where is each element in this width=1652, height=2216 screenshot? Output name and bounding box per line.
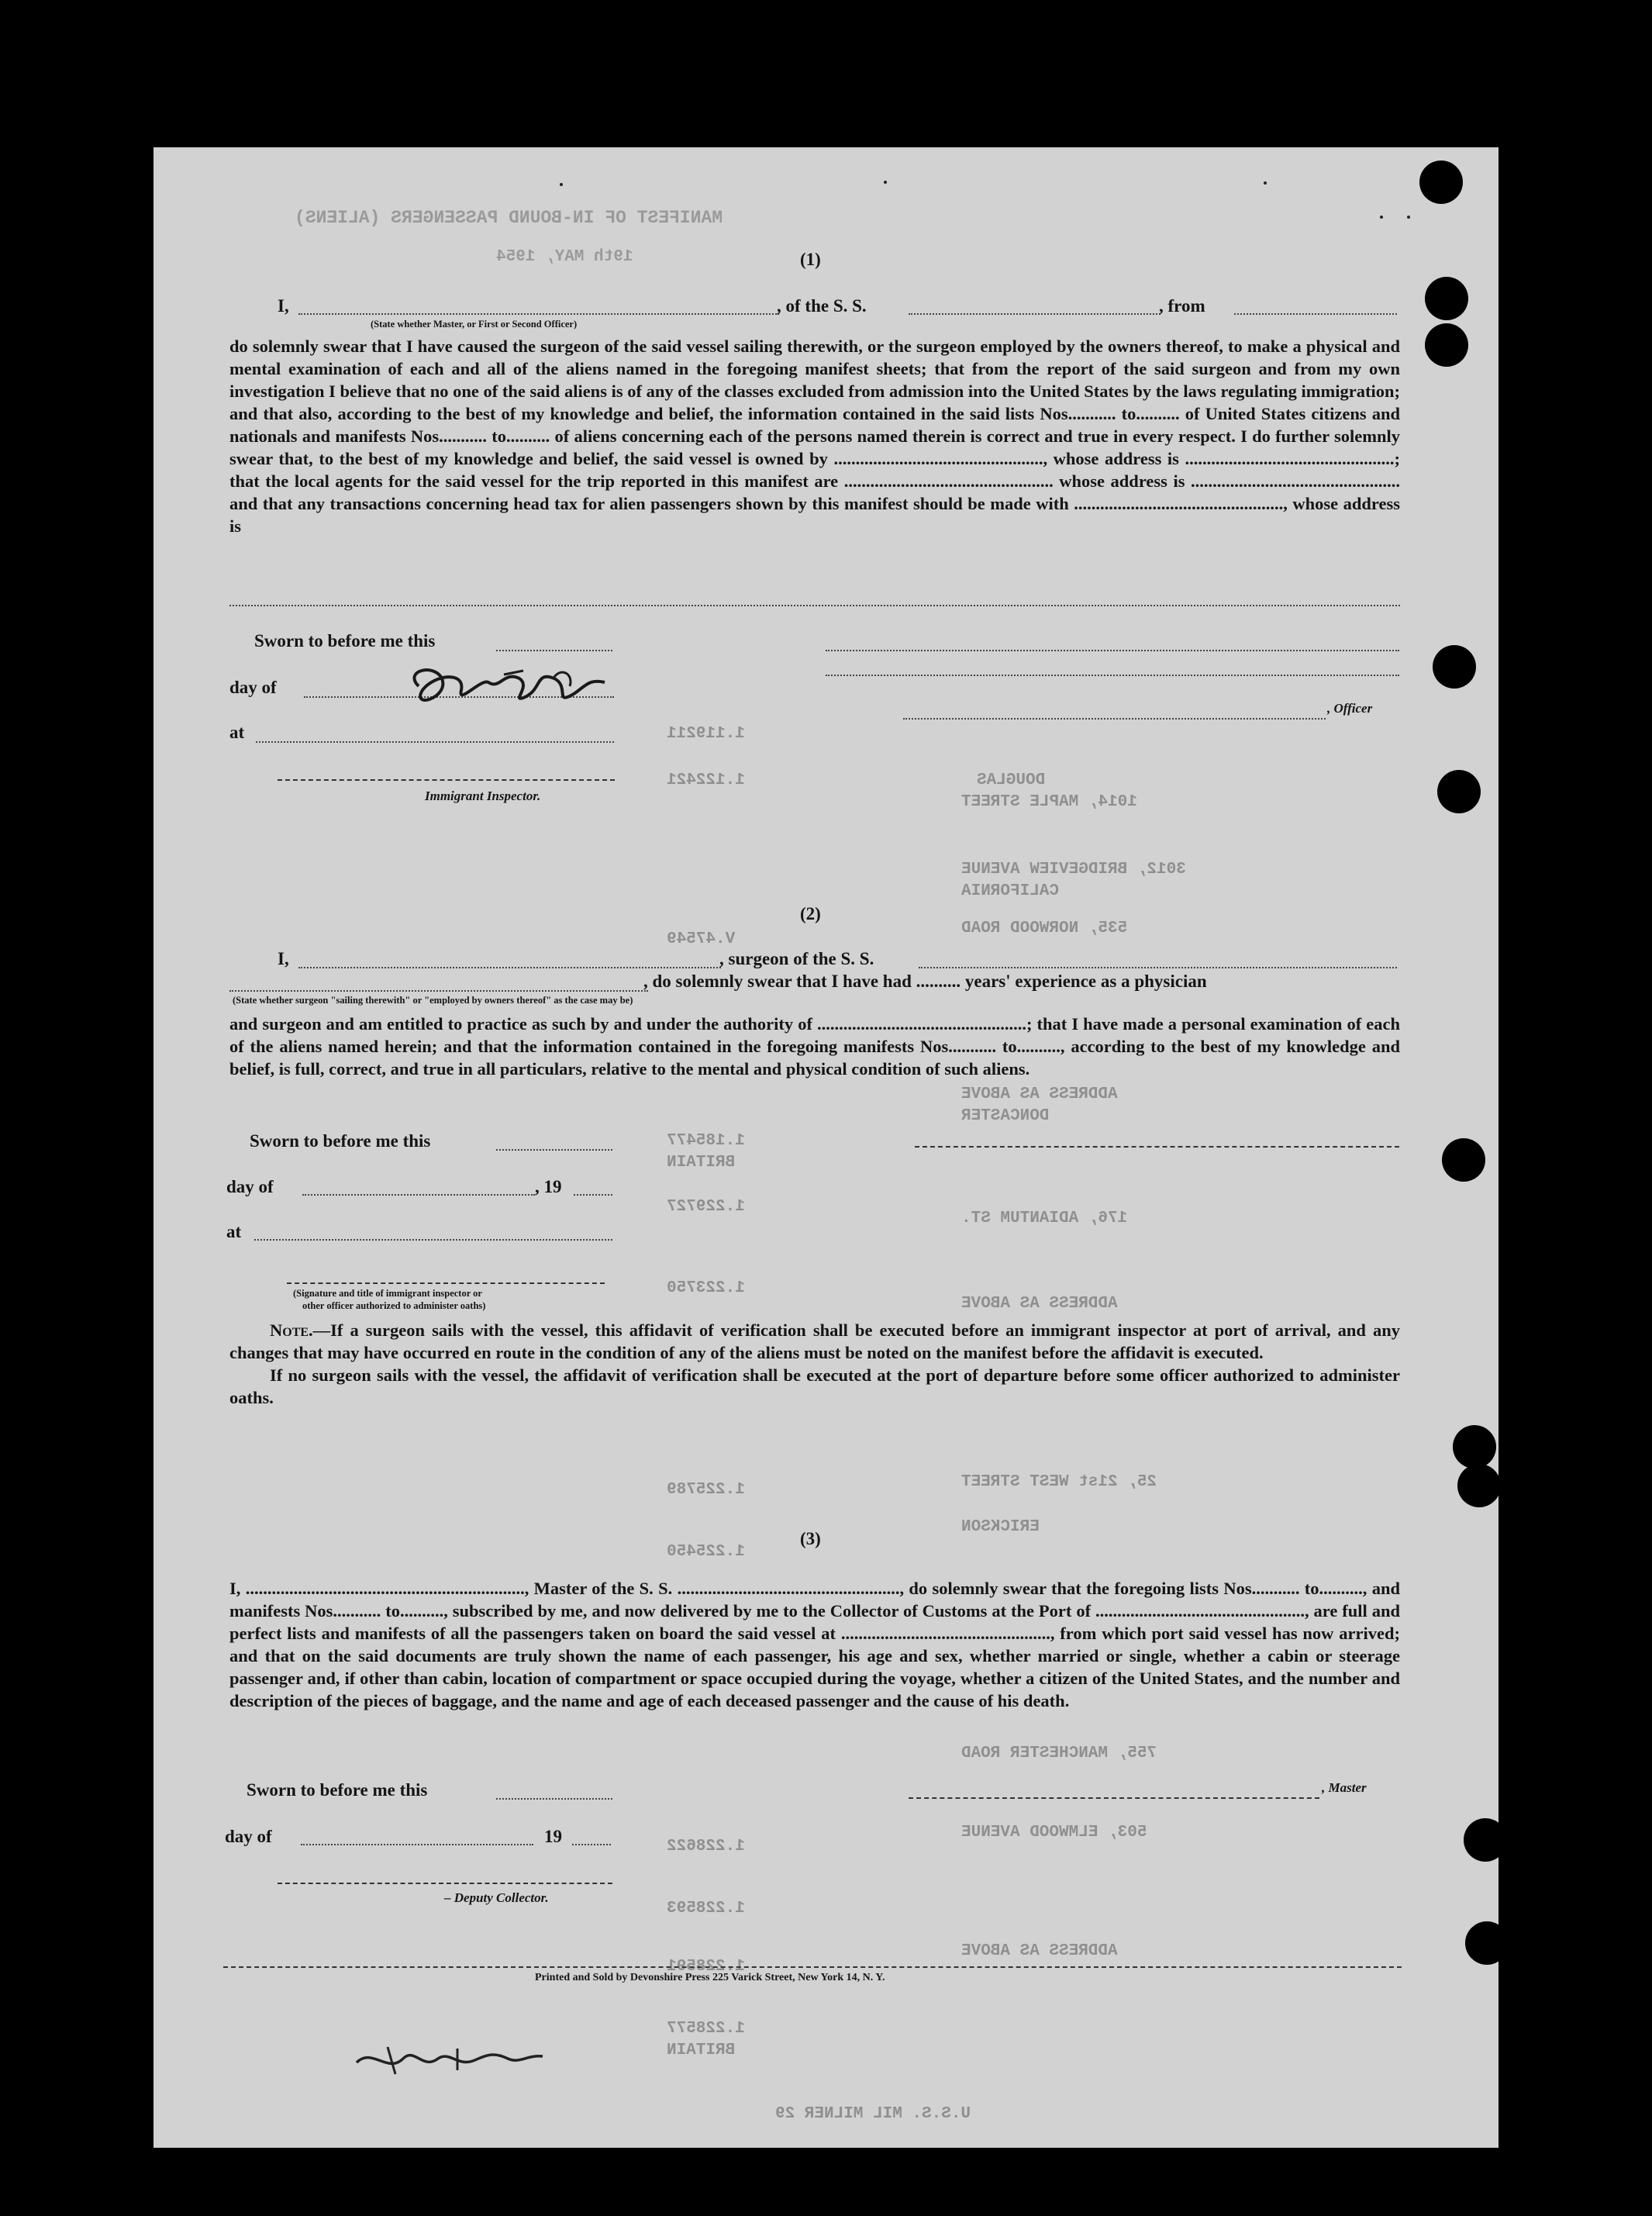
note-paragraph-2: If no surgeon sails with the vessel, the affidavit of verification shall be executed at the port of departure before some officer authorized to administer oaths. xyxy=(229,1365,1400,1407)
master-signature-line xyxy=(909,1797,1319,1799)
day-of-line-3 xyxy=(301,1844,533,1845)
section-2-body: and surgeon and am entitled to practice as such by and under the authority of ................................................; that I have made a personal examination of each of the aliens named herein; and that the information contained in the foregoing manifests Nos........... to.........., according to the best of my knowledge and belief, is full, correct, and true in all particulars, relative to the mental and physical condition of such aliens. xyxy=(229,1014,1400,1079)
section-3-day-of: day of xyxy=(225,1827,272,1846)
section-1-from: , from xyxy=(1159,296,1205,316)
bleed-through-text: BRITAIN xyxy=(667,1154,736,1172)
section-3-year: 19 xyxy=(544,1827,562,1846)
section-1-day-of: day of xyxy=(229,678,277,697)
bleed-through-text: 25, 21st WEST STREET xyxy=(961,1473,1157,1491)
sworn-date-line-2 xyxy=(496,1149,612,1151)
signature-caption-2: other officer authorized to administer oaths) xyxy=(302,1300,486,1311)
section-2-number: (2) xyxy=(800,904,821,923)
bleed-through-text: DONCASTER xyxy=(961,1107,1050,1125)
section-3-oath xyxy=(229,1577,1400,1712)
note-paragraph-1 xyxy=(229,1319,1400,1364)
section-2-at: at xyxy=(226,1222,242,1241)
year-line-3 xyxy=(572,1844,611,1845)
punch-hole xyxy=(1425,323,1468,367)
note-text-1: —If a surgeon sails with the vessel, this affidavit of verification shall be executed before an immigrant inspector at port of arrival, and any changes that may have occurred en route in the condition of any of the aliens must be noted on the manifest before the affidavit is executed. xyxy=(229,1320,1400,1362)
at-line xyxy=(256,741,614,743)
punch-hole xyxy=(1457,1464,1501,1507)
surgeon-status-line xyxy=(229,990,648,992)
bleed-through-text: 1.228577 xyxy=(667,2020,745,2038)
bleed-through-text: ERICKSON xyxy=(961,1518,1040,1536)
bleed-through-text: 535, NORWOOD ROAD xyxy=(961,920,1128,937)
from-port-line xyxy=(1234,313,1397,315)
officer-line-section-2 xyxy=(915,1146,1399,1148)
section-2-surgeon-of-ss: , surgeon of the S. S. xyxy=(719,949,874,968)
signature-line-2 xyxy=(287,1282,605,1284)
bleed-through-text: U.S.S. MIL MILNER 29 xyxy=(775,2105,971,2123)
bleed-through-text: 1.185477 xyxy=(667,1132,745,1150)
section-2-sworn: Sworn to before me this xyxy=(250,1131,431,1151)
rank-caption: (State whether Master, or First or Second Officer) xyxy=(371,319,578,330)
deputy-collector-label: – Deputy Collector. xyxy=(444,1890,549,1905)
signature-caption-1: (Signature and title of immigrant inspector or xyxy=(293,1288,482,1299)
officer-line-2 xyxy=(826,675,1399,676)
punch-hole xyxy=(1419,161,1463,204)
bleed-through-text: 1.229727 xyxy=(667,1198,745,1216)
bleed-through-text: V.47549 xyxy=(667,930,736,948)
punch-hole xyxy=(1464,1818,1507,1862)
section-1-sworn: Sworn to before me this xyxy=(254,631,436,651)
sworn-date-line xyxy=(496,650,612,651)
bleed-through-text: CALIFORNIA xyxy=(961,882,1060,900)
bleed-through-text: DOUGLAS xyxy=(977,771,1046,789)
handwritten-signature xyxy=(388,655,636,717)
bleed-through-text: 1.228591 xyxy=(667,1958,745,1976)
bleed-through-text: 1.225789 xyxy=(667,1481,745,1499)
officer-line-1 xyxy=(826,650,1399,651)
footer-rule xyxy=(223,1966,1402,1968)
bleed-through-text: ADDRESS AS ABOVE xyxy=(961,1942,1118,1960)
surgeon-status-caption: (State whether surgeon "sailing therewith" or "employed by owners thereof" as the case may be) xyxy=(233,995,633,1006)
bleed-through-text: 1.119211 xyxy=(667,725,745,743)
master-label: , Master xyxy=(1322,1780,1367,1795)
section-3-sworn: Sworn to before me this xyxy=(247,1780,428,1800)
officer-line-3 xyxy=(903,718,1326,720)
bleed-through-date: 19th MAY, 1954 xyxy=(496,248,633,266)
separator-line xyxy=(229,605,1400,606)
section-2-i: I, xyxy=(278,949,289,968)
section-2-oath xyxy=(229,1013,1400,1080)
note-label: Note. xyxy=(270,1320,313,1340)
bleed-through-text: BRITAIN xyxy=(667,2042,736,2059)
speck xyxy=(1380,216,1383,219)
punch-hole xyxy=(1437,770,1481,813)
bleed-through-text: 503, ELMWOOD AVENUE xyxy=(961,1824,1147,1841)
vessel-name-line xyxy=(909,313,1161,315)
sworn-date-line-3 xyxy=(496,1798,612,1800)
bleed-through-text: 1.228593 xyxy=(667,1900,745,1917)
bleed-through-header: MANIFEST OF IN-BOUND PASSENGERS (ALIENS) xyxy=(295,208,723,228)
punch-hole xyxy=(1442,1138,1485,1182)
section-2-year: , 19 xyxy=(535,1177,562,1196)
speck xyxy=(884,181,887,184)
day-of-line-2 xyxy=(302,1194,535,1196)
bleed-through-text: 1.228622 xyxy=(667,1838,745,1855)
bleed-through-text: 1.223750 xyxy=(667,1279,745,1297)
punch-hole xyxy=(1425,277,1468,320)
bleed-through-text: 176, ADIANTUM ST. xyxy=(961,1210,1128,1227)
printer-imprint: Printed and Sold by Devonshire Press 225 Varick Street, New York 14, N. Y. xyxy=(535,1972,885,1983)
note-block xyxy=(229,1319,1400,1409)
officer-label: , Officer xyxy=(1327,701,1373,716)
section-2-line2: , do solemnly swear that I have had .......... years' experience as a physician xyxy=(643,972,1207,991)
year-line-2 xyxy=(574,1194,612,1196)
bleed-through-text: 1014, MAPLE STREET xyxy=(961,793,1137,811)
bleed-through-text: ADDRESS AS ABOVE xyxy=(961,1295,1118,1313)
deputy-signature-line xyxy=(278,1883,612,1884)
inspector-signature-line xyxy=(278,779,615,781)
section-1-oath xyxy=(229,335,1400,537)
section-1-of-ss: , of the S. S. xyxy=(777,296,867,316)
punch-hole xyxy=(1453,1425,1496,1469)
handwritten-signature-bottom xyxy=(341,2031,558,2086)
immigrant-inspector-label: Immigrant Inspector. xyxy=(425,789,541,803)
punch-hole xyxy=(1465,1921,1509,1965)
bleed-through-text: 1.225450 xyxy=(667,1543,745,1561)
punch-hole xyxy=(1433,645,1476,689)
section-1-body: do solemnly swear that I have caused the surgeon of the said vessel sailing therewith, or the surgeon employed by the owners thereof, to make a physical and mental examination of each and all of the aliens named in the foregoing manifest sheets; that from the report of the said surgeon and from my own investigation I believe that no one of the said aliens is of any of the classes excluded from admission into the United States by the laws regulating immigration; and that also, according to the best of my knowledge and belief, the information contained in the said lists Nos........... to.......... of United States citizens and nationals and manifests Nos........... to.......... of aliens concerning each of the persons named therein is correct and true in every respect. I do further solemnly swear that, to the best of my knowledge and belief, the said vessel is owned by ................................................, whose address is ................................................; that the local agents for the said vessel for the trip reported in this manifest are ................................................ whose address is ................................................ and that any transactions concerning head tax for alien passengers shown by this manifest should be made with ................................................, whose address is xyxy=(229,337,1400,536)
speck xyxy=(1264,181,1267,185)
speck xyxy=(560,183,563,186)
section-2-day-of: day of xyxy=(226,1177,274,1196)
surgeon-vessel-line xyxy=(919,967,1397,968)
bleed-through-text: 3012, BRIDGEVIEW AVENUE xyxy=(961,861,1186,878)
section-3-body: I, ................................................................, Master of the S. S. ..................................................., do solemnly swear that the foregoing lists Nos........... to.........., and manifests Nos........... to.........., subscribed by me, and now delivered by me to the Collector of Customs at the Port of ................................................, are full and perfect lists and manifests of all the passengers taken on board the said vessel at ................................................, from which port said vessel has now arrived; and that on the said documents are truly shown the name of each passenger, his age and sex, whether married or single, whether a cabin or steerage passenger and, if other than cabin, location of compartment or space occupied during the voyage, whether a citizen of the United States, and the number and description of the pieces of baggage, and the name and age of each deceased passenger and the cause of his death. xyxy=(229,1579,1400,1710)
bleed-through-text: 1.122421 xyxy=(667,771,745,789)
section-1-i: I, xyxy=(278,296,289,316)
bleed-through-text: ADDRESS AS ABOVE xyxy=(961,1086,1118,1103)
section-3-number: (3) xyxy=(800,1529,821,1548)
bleed-through-text: 755, MANCHESTER ROAD xyxy=(961,1745,1157,1762)
master-name-line xyxy=(298,313,779,315)
section-1-number: (1) xyxy=(800,250,821,269)
section-1-at: at xyxy=(229,723,245,742)
surgeon-name-line xyxy=(298,967,721,968)
speck xyxy=(1407,216,1410,219)
at-line-2 xyxy=(254,1239,612,1241)
